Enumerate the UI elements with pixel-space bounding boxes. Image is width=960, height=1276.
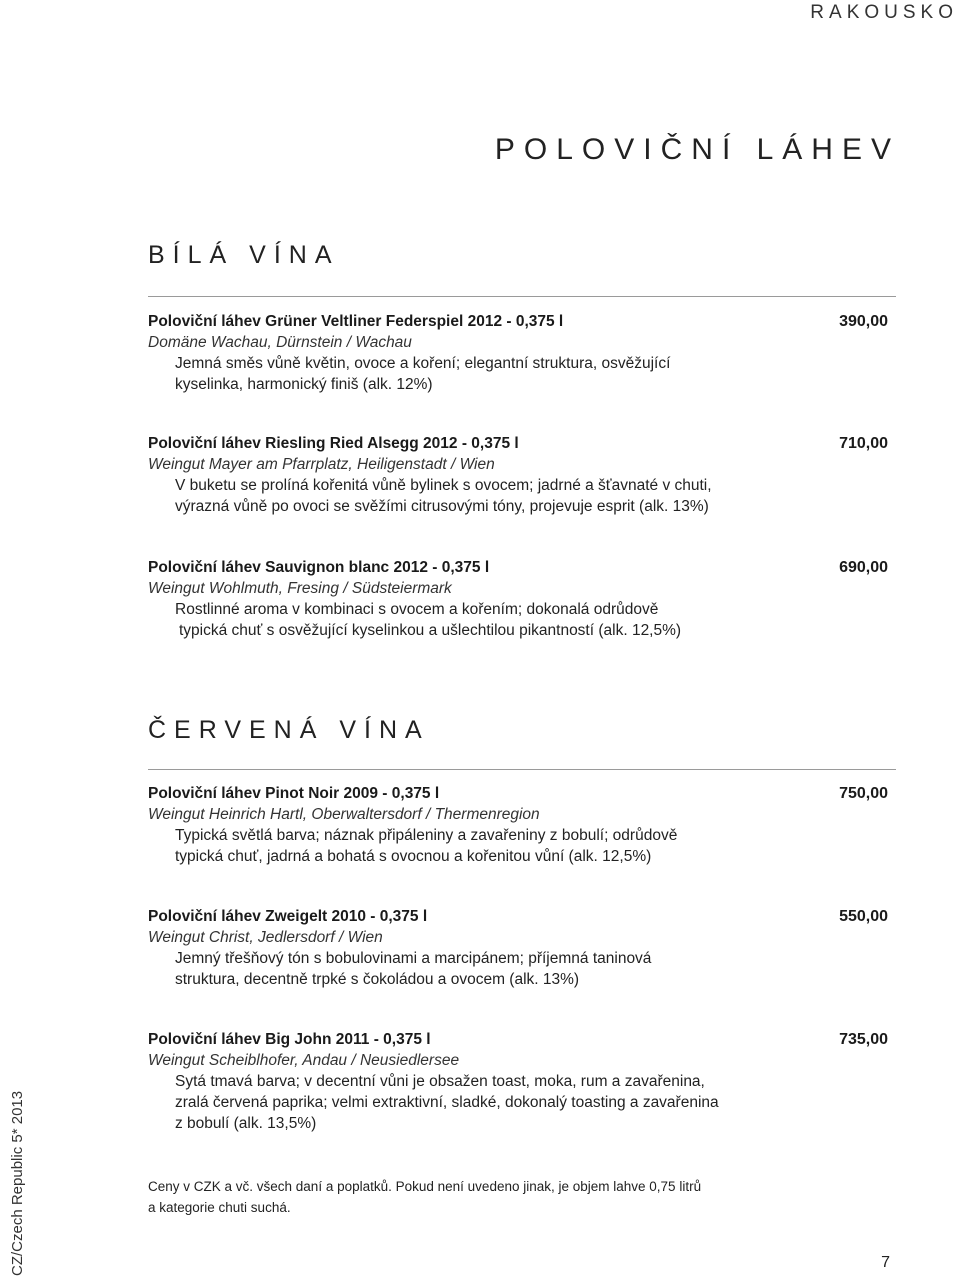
wine-entry-sauvignon-blanc xyxy=(148,557,888,641)
edition-side-label: CZ/Czech Republic 5* 2013 xyxy=(9,1090,26,1276)
wine-description: V buketu se prolíná kořenitá vůně bylinek s ovocem; jadrné a šťavnaté v chuti, xyxy=(175,477,712,494)
section-divider-white xyxy=(148,296,896,297)
wine-entry-gruner-veltliner xyxy=(148,311,888,395)
wine-description: Rostlinné aroma v kombinaci s ovocem a kořením; dokonalá odrůdově xyxy=(175,601,659,618)
wine-producer: Weingut Heinrich Hartl, Oberwaltersdorf / Thermenregion xyxy=(148,806,540,823)
wine-description: výrazná vůně po ovoci se svěžími citrusovými tóny, projevuje esprit (alk. 13%) xyxy=(175,498,709,515)
wine-price: 750,00 xyxy=(839,785,888,802)
wine-name: Poloviční láhev Zweigelt 2010 - 0,375 l xyxy=(148,908,428,925)
page-title: POLOVIČNÍ LÁHEV xyxy=(494,133,900,166)
wine-price: 735,00 xyxy=(839,1031,888,1048)
wine-producer: Weingut Scheiblhofer, Andau / Neusiedlersee xyxy=(148,1052,460,1069)
section-divider-red xyxy=(148,769,896,770)
wine-entry-pinot-noir xyxy=(148,783,888,867)
page-number: 7 xyxy=(881,1254,890,1271)
wine-producer: Weingut Mayer am Pfarrplatz, Heiligenstadt / Wien xyxy=(148,456,495,473)
price-footnote xyxy=(148,1176,701,1218)
wine-name: Poloviční láhev Pinot Noir 2009 - 0,375 l xyxy=(148,785,440,802)
wine-producer: Domäne Wachau, Dürnstein / Wachau xyxy=(148,334,412,351)
section-title-white-wines: BÍLÁ VÍNA xyxy=(148,241,340,269)
wine-name: Poloviční láhev Sauvignon blanc 2012 - 0,375 l xyxy=(148,559,490,576)
footnote-line: a kategorie chuti suchá. xyxy=(148,1200,291,1215)
section-title-red-wines: ČERVENÁ VÍNA xyxy=(148,716,430,744)
wine-description: Jemný třešňový tón s bobulovinami a marcipánem; příjemná taninová xyxy=(175,950,652,967)
wine-description: typická chuť, jadrná a bohatá s ovocnou a kořenitou vůní (alk. 12,5%) xyxy=(175,848,652,865)
wine-price: 390,00 xyxy=(839,313,888,330)
wine-price: 710,00 xyxy=(839,435,888,452)
wine-price: 550,00 xyxy=(839,908,888,925)
wine-description: Sytá tmavá barva; v decentní vůni je obsažen toast, moka, rum a zavařenina, xyxy=(175,1073,705,1090)
wine-name: Poloviční láhev Grüner Veltliner Federspiel 2012 - 0,375 l xyxy=(148,313,564,330)
wine-description: z bobulí (alk. 13,5%) xyxy=(175,1115,317,1132)
wine-name: Poloviční láhev Riesling Ried Alsegg 2012 - 0,375 l xyxy=(148,435,519,452)
footnote-line: Ceny v CZK a vč. všech daní a poplatků. Pokud není uvedeno jinak, je objem lahve 0,75 litrů xyxy=(148,1179,702,1194)
wine-producer: Weingut Christ, Jedlersdorf / Wien xyxy=(148,929,383,946)
wine-name: Poloviční láhev Big John 2011 - 0,375 l xyxy=(148,1031,431,1048)
wine-description: Jemná směs vůně květin, ovoce a koření; elegantní struktura, osvěžující xyxy=(175,355,671,372)
wine-description: kyselinka, harmonický finiš (alk. 12%) xyxy=(175,376,433,393)
wine-entry-zweigelt xyxy=(148,906,888,990)
wine-description: zralá červená paprika; velmi extraktivní, sladké, dokonalý toasting a zavařenina xyxy=(175,1094,719,1111)
wine-description: Typická světlá barva; náznak připáleniny a zavařeniny z bobulí; odrůdově xyxy=(175,827,678,844)
wine-description: struktura, decentně trpké s čokoládou a ovocem (alk. 13%) xyxy=(175,971,580,988)
country-heading: RAKOUSKO xyxy=(810,2,958,23)
wine-price: 690,00 xyxy=(839,559,888,576)
wine-entry-riesling xyxy=(148,433,888,517)
wine-description: typická chuť s osvěžující kyselinkou a ušlechtilou pikantností (alk. 12,5%) xyxy=(179,622,682,639)
wine-entry-big-john xyxy=(148,1029,888,1134)
wine-producer: Weingut Wohlmuth, Fresing / Südsteiermark xyxy=(148,580,452,597)
